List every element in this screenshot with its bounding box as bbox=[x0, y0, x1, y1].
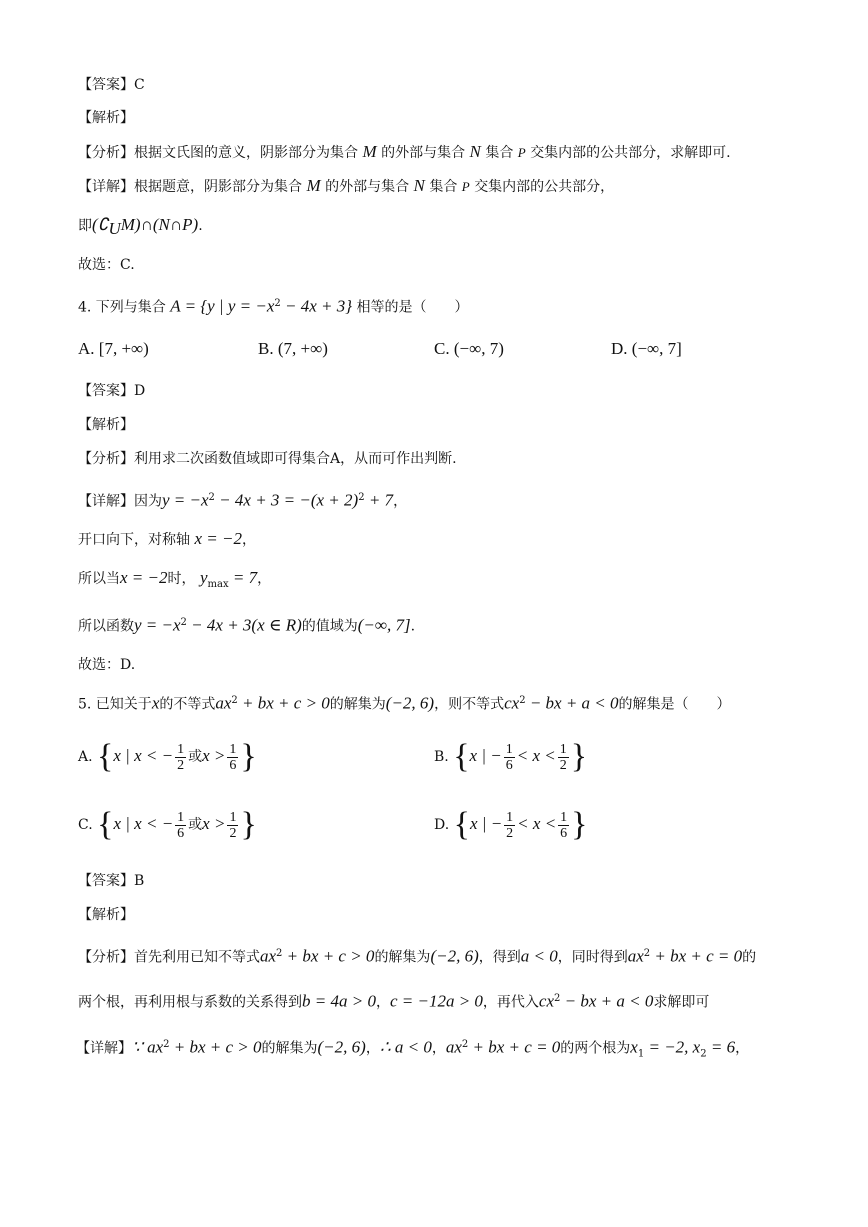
q4-option-b: B. (7, +∞) bbox=[258, 339, 328, 358]
question-4: 4. 下列与集合 A = {y | $y = -x^2 - 4x + 3$} 相等的是（ ） bbox=[78, 296, 469, 316]
choice-text-q3: 故选：C. bbox=[78, 257, 135, 273]
detail-line-2-q4: 开口向下，对称轴 x = −2， bbox=[78, 529, 256, 548]
detail-line-4-q4: 所以函数$y = -x^2 - 4x + 3(x$ ∈ R)的值域为(−∞, 7]. bbox=[78, 615, 416, 635]
detail-formula-q3: 即$(∁_UM)\cap(N\cap P)$. bbox=[78, 215, 203, 238]
detail-text-q3: 【详解】根据题意，阴影部分为集合 M 的外部与集合 N 集合 P 交集内部的公共部分， bbox=[78, 176, 615, 195]
q5-option-d: D. {x | − $\frac{1}{2}$ < x < $\frac{1}{6}$ } bbox=[434, 806, 588, 843]
detail-line-1-q5: 【详解】∵ $ax^2$ + bx + c > 0的解集为(−2, 6)，∴ a < 0，$ax^2$ + bx + c = 0的两个根为$x_1 = -2$, $x_2 = 6$， bbox=[76, 1037, 750, 1060]
q5-option-a: A. {x | x < − $\frac{1}{2}$ 或x > $\frac{1}{6}$ } bbox=[78, 738, 257, 775]
detail-line-3-q4: 所以当x = −2时， $y_{max} = 7$， bbox=[78, 568, 272, 590]
analysis-line-2-q5: 两个根，再利用根与系数的关系得到b = 4a > 0，c = −12a > 0，再代入$cx^2$ − bx + a < 0求解即可 bbox=[78, 991, 710, 1011]
analysis-label-q5: 【解析】 bbox=[78, 907, 134, 923]
choice-text-q4: 故选：D. bbox=[78, 657, 136, 673]
analysis-label-q3: 【解析】 bbox=[78, 110, 134, 126]
analysis-text-q4: 【分析】利用求二次函数值域即可得集合A，从而可作出判断. bbox=[78, 451, 457, 467]
analysis-label-q4: 【解析】 bbox=[78, 417, 134, 433]
answer-label-q5: 【答案】B bbox=[78, 873, 145, 889]
question-5: 5. 已知关于x的不等式$ax^2$ + bx + c > 0的解集为(−2, 6)，则不等式$cx^2$ − bx + a < 0的解集是（ ） bbox=[78, 693, 731, 713]
q4-option-d: D. (−∞, 7] bbox=[611, 339, 682, 358]
answer-label-q4: 【答案】D bbox=[78, 383, 146, 399]
q5-option-b: B. {x | − $\frac{1}{6}$ < x < $\frac{1}{2}$ } bbox=[434, 738, 588, 775]
analysis-text-q3: 【分析】根据文氏图的意义，阴影部分为集合 M 的外部与集合 N 集合 P 交集内部的公共部分，求解即可. bbox=[78, 142, 731, 161]
analysis-line-1-q5: 【分析】首先利用已知不等式$ax^2$ + bx + c > 0的解集为(−2, 6)，得到a < 0，同时得到$ax^2$ + bx + c = 0的 bbox=[78, 946, 757, 966]
answer-label-q3: 【答案】C bbox=[78, 77, 145, 93]
q4-option-c: C. (−∞, 7) bbox=[434, 339, 504, 358]
q5-option-c: C. {x | x < − $\frac{1}{6}$ 或x > $\frac{1}{2}$ } bbox=[78, 806, 257, 843]
q4-option-a: A. [7, +∞) bbox=[78, 339, 149, 358]
detail-line-1-q4: 【详解】因为$y = -x^2 - 4x + 3 = -(x + 2)^2 + 7$， bbox=[78, 490, 408, 510]
